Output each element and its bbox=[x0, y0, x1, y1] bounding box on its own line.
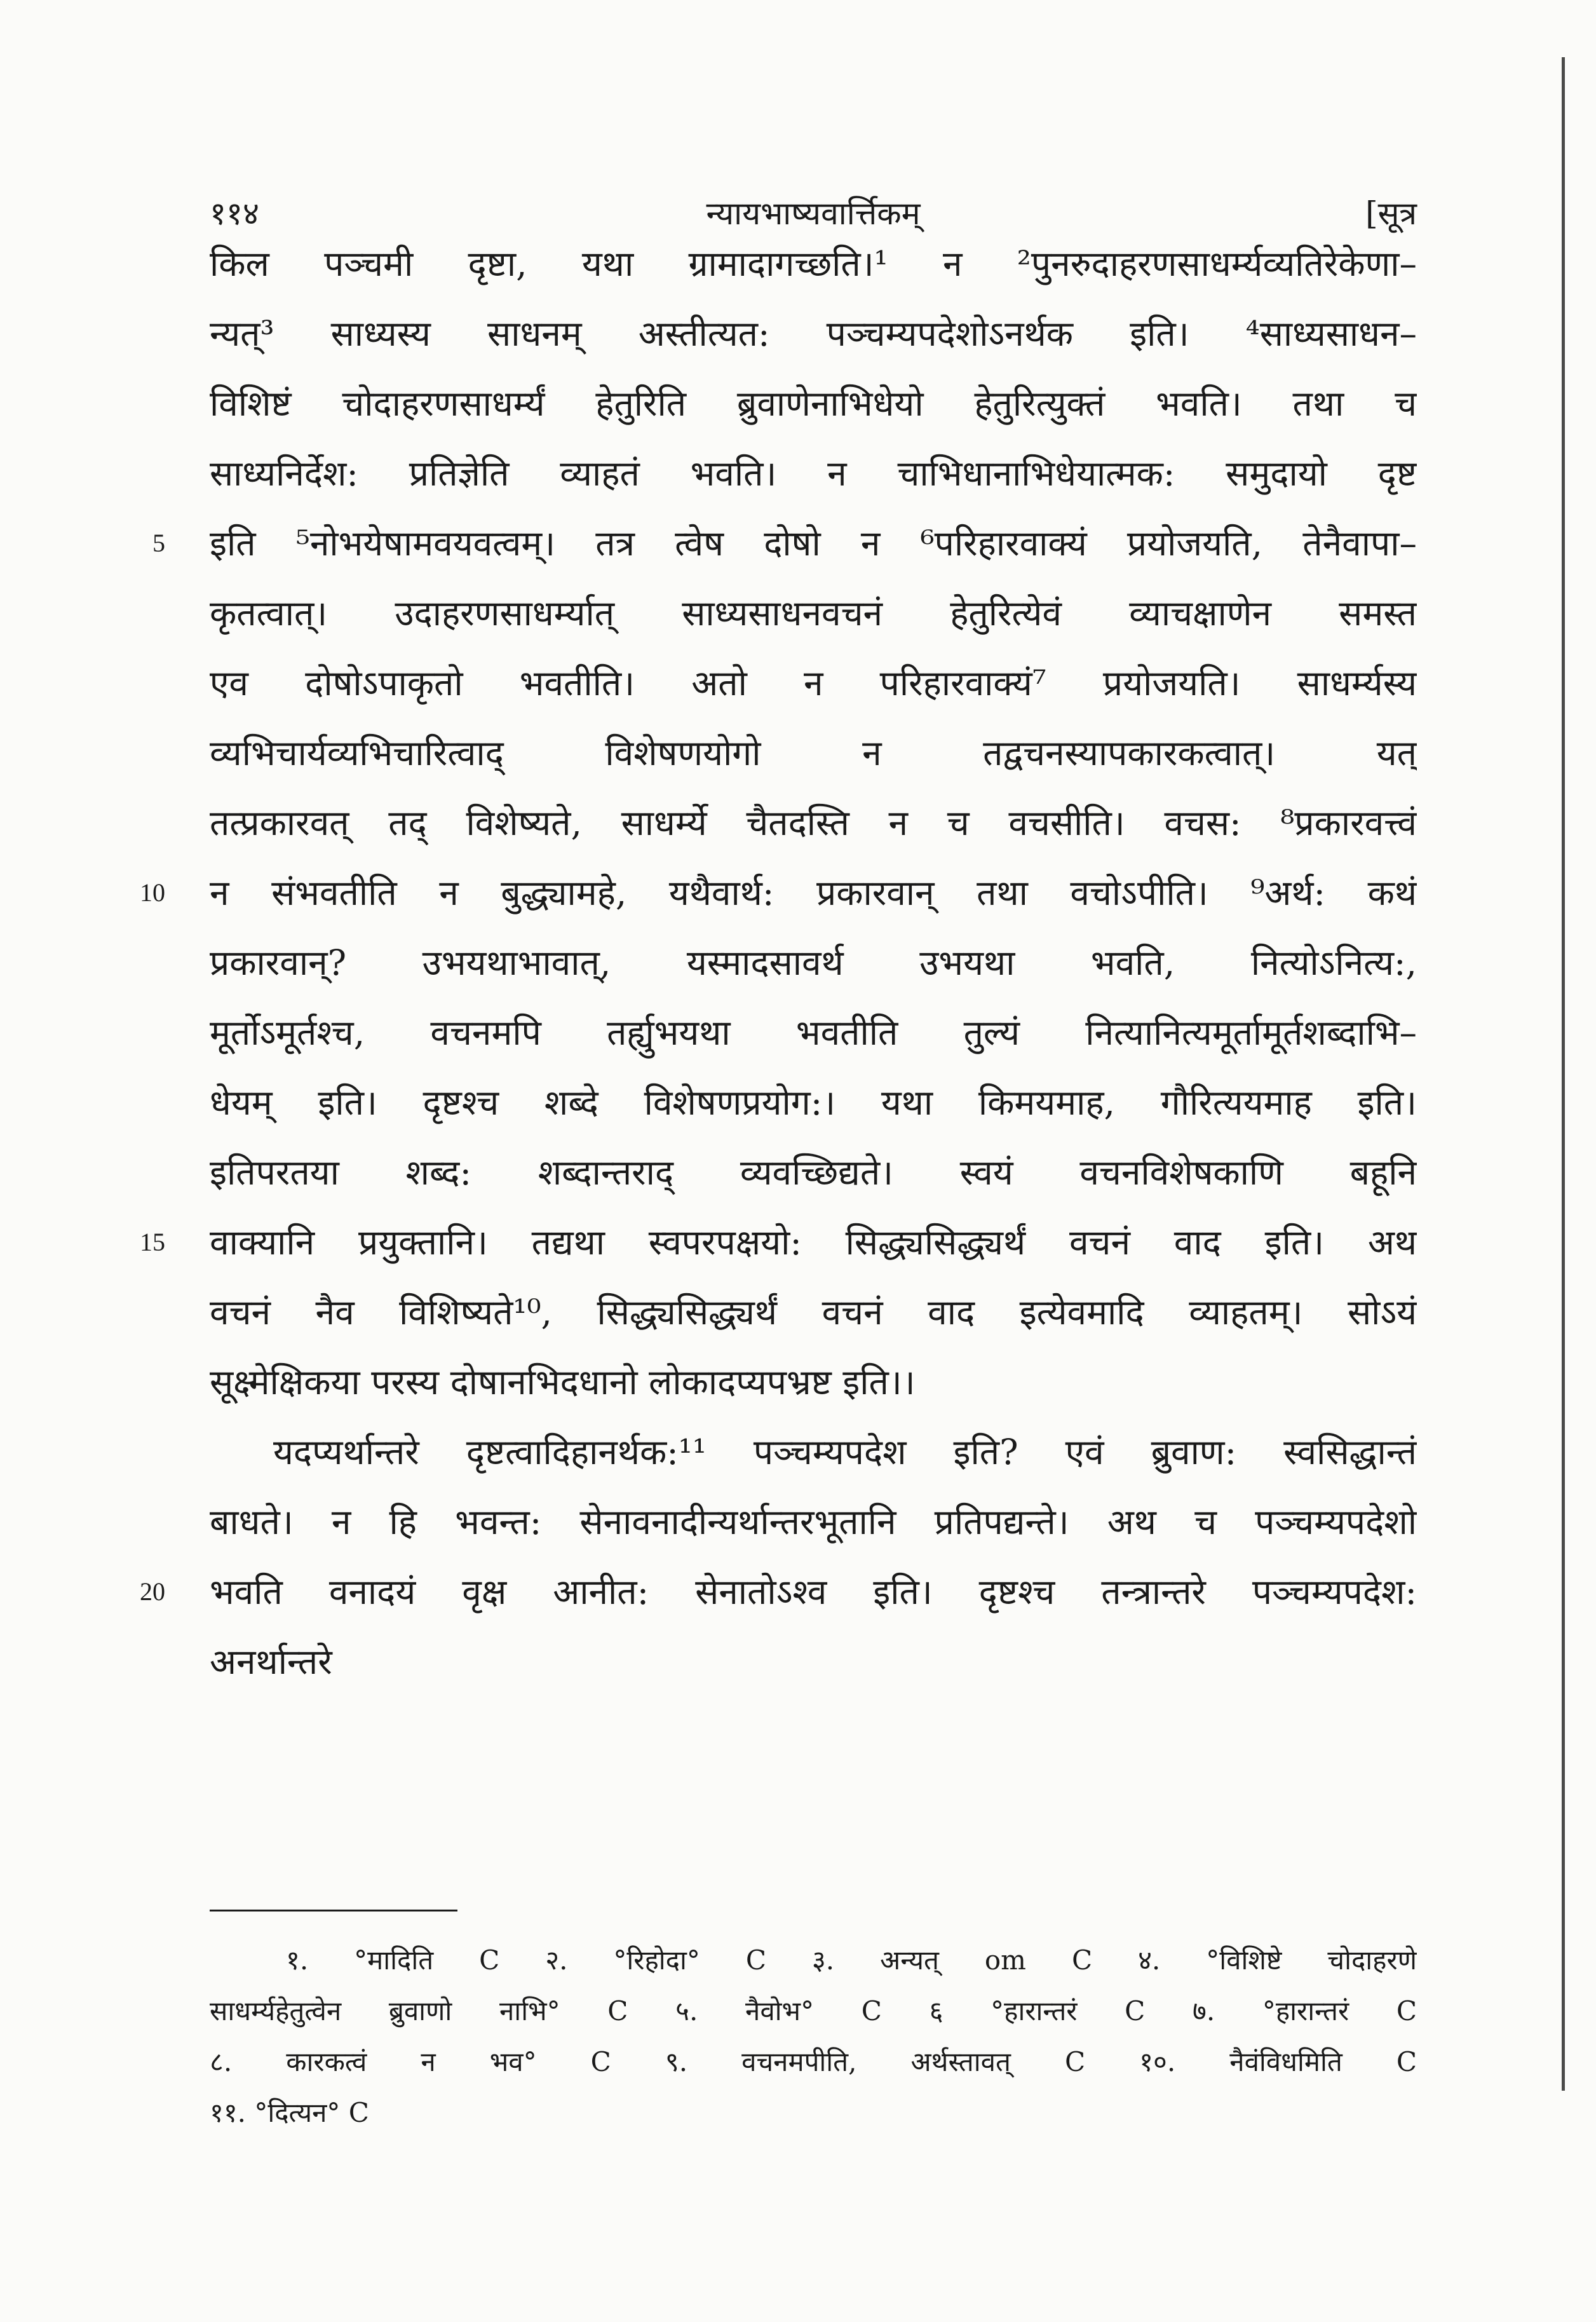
text-line: इति ⁵नोभयेषामवयवत्वम्। तत्र त्वेष दोषो न ⁶परिहारवाक्यं प्रयोजयति, तेनैवापा– bbox=[210, 523, 1417, 564]
line-number: 20 bbox=[140, 1577, 165, 1606]
text-line: भवति वनादयं वृक्ष आनीत: सेनातोऽश्व इति। दृष्टश्च तन्त्रान्तरे पञ्चम्यपदेश: bbox=[210, 1572, 1417, 1612]
text-line: विशिष्टं चोदाहरणसाधर्म्यं हेतुरिति ब्रुवाणेनाभिधेयो हेतुरित्युक्तं भवति। तथा च bbox=[210, 383, 1417, 424]
line-number: 15 bbox=[140, 1228, 165, 1256]
footnote-line: साधर्म्यहेतुत्वेन ब्रुवाणो नाभि° C ५. नैवोभ° C ६ °हारान्तरं C ७. °हारान्तरं C bbox=[210, 1995, 1417, 2027]
text-line: कृतत्वात्। उदाहरणसाधर्म्यात् साध्यसाधनवचनं हेतुरित्येवं व्याचक्षाणेन समस्त bbox=[210, 593, 1417, 634]
page-edge-line bbox=[1562, 57, 1565, 2091]
text-line: वचनं नैव विशिष्यते¹⁰, सिद्ध्यसिद्ध्यर्थं वचनं वाद इत्येवमादि व्याहतम्। सोऽयं bbox=[210, 1292, 1417, 1333]
text-line: यदप्यर्थान्तरे दृष्टत्वादिहानर्थक:¹¹ पञ्चम्यपदेश इति? एवं ब्रुवाण: स्वसिद्धान्तं bbox=[273, 1432, 1417, 1472]
text-line: प्रकारवान्? उभयथाभावात्, यस्मादसावर्थ उभयथा भवति, नित्योऽनित्य:, bbox=[210, 942, 1417, 983]
text-line: एव दोषोऽपाकृतो भवतीति। अतो न परिहारवाक्यं⁷ प्रयोजयति। साधर्म्यस्य bbox=[210, 663, 1417, 703]
text-line: व्यभिचार्यव्यभिचारित्वाद् विशेषणयोगो न तद्वचनस्यापकारकत्वात्। यत् bbox=[210, 733, 1417, 773]
text-line: अनर्थान्तरे bbox=[210, 1641, 332, 1682]
footnote-rule bbox=[210, 1910, 457, 1911]
text-line: न संभवतीति न बुद्ध्यामहे, यथैवार्थ: प्रकारवान् तथा वचोऽपीति। ⁹अर्थ: कथं bbox=[210, 872, 1417, 913]
text-line: किल पञ्चमी दृष्टा, यथा ग्रामादागच्छति।¹ न ²पुनरुदाहरणसाधर्म्यव्यतिरेकेणा– bbox=[210, 243, 1417, 284]
footnote-line: ११. °दित्यन° C bbox=[210, 2097, 369, 2128]
line-number: 5 bbox=[152, 529, 165, 557]
footnote-line: १. °मादिति C २. °रिहोदा° C ३. अन्यत् om C ४. °विशिष्टे चोदाहरणे bbox=[286, 1945, 1417, 1976]
text-line: न्यत्³ साध्यस्य साधनम् अस्तीत्यत: पञ्चम्यपदेशोऽनर्थक इति। ⁴साध्यसाधन– bbox=[210, 313, 1417, 354]
footnote-line: ८. कारकत्वं न भव° C ९. वचनमपीति, अर्थस्तावत् C १०. नैवंविधमिति C bbox=[210, 2046, 1417, 2077]
text-line: वाक्यानि प्रयुक्तानि। तद्यथा स्वपरपक्षयो: सिद्ध्यसिद्ध्यर्थं वचनं वाद इति। अथ bbox=[210, 1222, 1417, 1263]
text-line: तत्प्रकारवत् तद् विशेष्यते, साधर्म्ये चैतदस्ति न च वचसीति। वचस: ⁸प्रकारवत्त्वं bbox=[210, 803, 1417, 843]
running-title: न्यायभाष्यवार्त्तिकम् bbox=[706, 195, 921, 232]
text-line: सूक्ष्मेक्षिकया परस्य दोषानभिदधानो लोकादप्यपभ्रष्ट इति।। bbox=[210, 1362, 916, 1402]
page-number: ११४ bbox=[210, 195, 259, 232]
text-line: धेयम् इति। दृष्टश्च शब्दे विशेषणप्रयोग:। यथा किमयमाह, गौरित्ययमाह इति। bbox=[210, 1082, 1417, 1123]
line-number: 10 bbox=[140, 878, 165, 907]
text-line: मूर्तोऽमूर्तश्च, वचनमपि तर्ह्युभयथा भवतीति तुल्यं नित्यानित्यमूर्तामूर्तशब्दाभि– bbox=[210, 1012, 1417, 1053]
section-label: [सूत्र bbox=[1365, 195, 1417, 232]
text-line: इतिपरतया शब्द: शब्दान्तराद् व्यवच्छिद्यते। स्वयं वचनविशेषकाणि बहूनि bbox=[210, 1152, 1417, 1193]
text-line: साध्यनिर्देश: प्रतिज्ञेति व्याहतं भवति। न चाभिधानाभिधेयात्मक: समुदायो दृष्ट bbox=[210, 453, 1417, 494]
text-line: बाधते। न हि भवन्त: सेनावनादीन्यर्थान्तरभूतानि प्रतिपद्यन्ते। अथ च पञ्चम्यपदेशो bbox=[210, 1502, 1417, 1542]
